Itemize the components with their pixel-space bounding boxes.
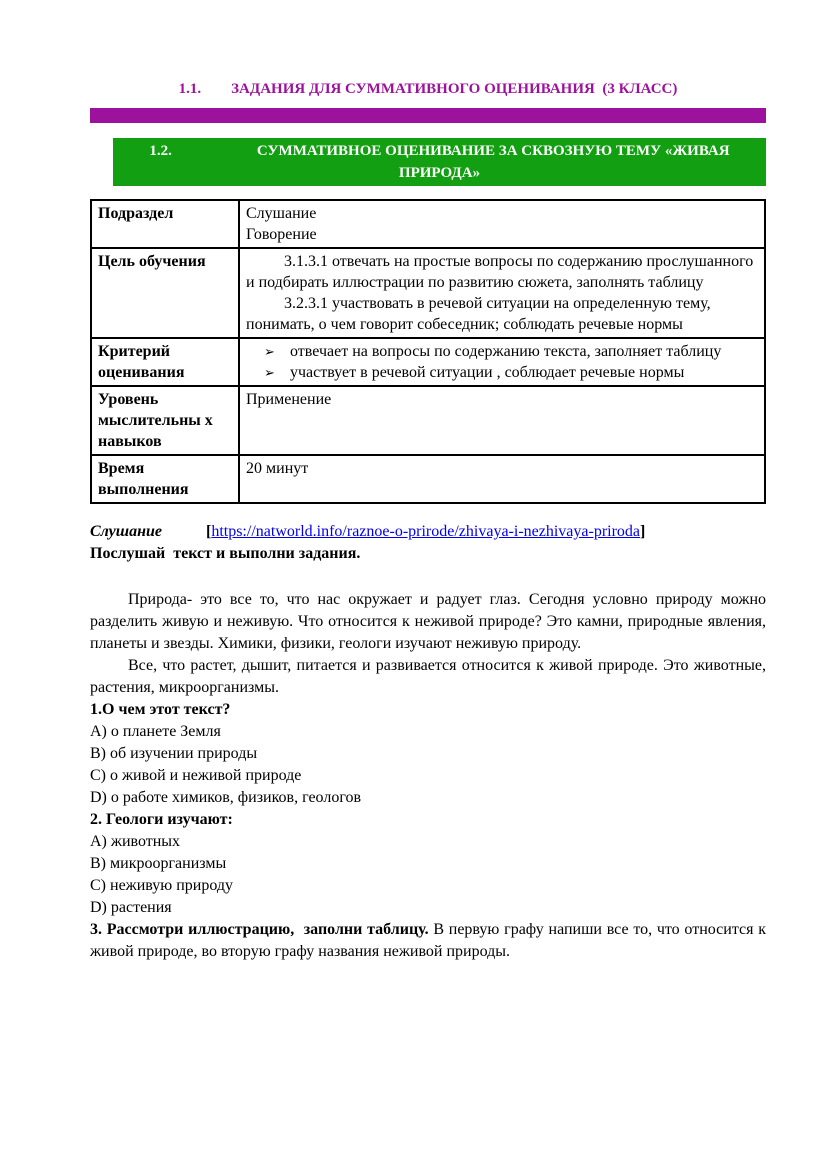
passage-paragraph-2: Все, что растет, дышит, питается и развивается относится к живой природе. Это животные, растения, микроорганизмы. xyxy=(90,657,766,696)
question-3-prompt-bold: 3. Рассмотри иллюстрацию, заполни таблицу. xyxy=(90,921,429,938)
row-label-criteria: Критерий оценивания xyxy=(91,338,239,386)
heading1-text: ЗАДАНИЯ ДЛЯ СУММАТИВНОГО ОЦЕНИВАНИЯ (3 КЛАСС) xyxy=(231,81,678,97)
question-2-option-d: D) растения xyxy=(90,899,172,916)
question-1-option-c: C) о живой и неживой природе xyxy=(90,767,302,784)
heading1-number: 1.1. xyxy=(178,81,202,97)
arrow-bullet-icon: ➢ xyxy=(264,365,275,380)
learning-goal-paragraph-2: 3.2.3.1 участвовать в речевой ситуации на определенную тему, понимать, о чем говорит собеседник; соблюдать речевые нормы xyxy=(246,295,711,333)
question-2-option-a: А) животных xyxy=(90,833,181,850)
passage-paragraph-1: Природа- это все то, что нас окружает и радует глаз. Сегодня условно природу можно разделить живую и неживую. Что относится к неживой природе? Это камни, природные явления, планеты и звезды. Химики, физики, геологи изучают неживую природу. xyxy=(90,591,766,652)
question-2-option-b: B) микроорганизмы xyxy=(90,855,227,872)
table-row-criteria xyxy=(91,338,765,386)
bracket-open: [ xyxy=(205,523,212,540)
listening-instruction: Послушай текст и выполни задания. xyxy=(90,545,361,562)
row-label-podrazdel: Подраздел xyxy=(91,200,239,248)
criteria-bullet-2-text: участвует в речевой ситуации , соблюдает речевые нормы xyxy=(290,364,685,381)
bracket-close: ] xyxy=(640,523,646,540)
question-1-option-d: D) о работе химиков, физиков, геологов xyxy=(90,789,362,806)
question-1-option-b: B) об изучении природы xyxy=(90,745,258,762)
row-label-thinking-level: Уровень мыслительны х навыков xyxy=(91,386,239,455)
podrazdel-line-2: Говорение xyxy=(246,226,317,243)
question-2-prompt: 2. Геологи изучают: xyxy=(90,811,233,828)
banner-number: 1.2. xyxy=(149,143,172,159)
criteria-bullet-1 xyxy=(246,341,758,362)
purple-divider-bar xyxy=(90,108,766,123)
question-3-prompt-rest: В первую графу напиши все то, что относится к живой природе, во вторую графу названия неживой природы. xyxy=(90,921,767,960)
row-value-learning-goal xyxy=(239,248,765,338)
row-label-learning-goal: Цель обучения xyxy=(91,248,239,338)
banner-text-line1: СУММАТИВНОЕ ОЦЕНИВАНИЕ ЗА СКВОЗНУЮ ТЕМУ «ЖИВАЯ xyxy=(256,143,730,159)
table-row-thinking-level xyxy=(91,386,765,455)
listening-label: Слушание xyxy=(90,523,162,540)
table-row-time xyxy=(91,455,765,503)
row-value-podrazdel xyxy=(239,200,765,248)
question-3-prompt xyxy=(90,919,766,963)
row-value-criteria xyxy=(239,338,765,386)
banner-text-line2: ПРИРОДА» xyxy=(398,165,481,181)
arrow-bullet-icon: ➢ xyxy=(264,344,275,359)
question-1-prompt: 1.О чем этот текст? xyxy=(90,701,231,718)
section-banner xyxy=(113,138,766,186)
row-label-time: Время выполнения xyxy=(91,455,239,503)
question-1-option-a: А) о планете Земля xyxy=(90,723,221,740)
table-row-learning-goal xyxy=(91,248,765,338)
section-heading-1 xyxy=(90,78,766,100)
assessment-info-table xyxy=(90,199,766,504)
banner-line-1 xyxy=(117,140,762,162)
row-value-time: 20 минут xyxy=(239,455,765,503)
listening-source-line xyxy=(90,521,766,543)
row-value-thinking-level: Применение xyxy=(239,386,765,455)
podrazdel-line-1: Слушание xyxy=(246,205,317,222)
criteria-bullet-1-text: отвечает на вопросы по содержанию текста, заполняет таблицу xyxy=(290,343,722,360)
learning-goal-paragraph-1: 3.1.3.1 отвечать на простые вопросы по содержанию прослушанного и подбирать иллюстрации по развитию сюжета, заполнять таблицу xyxy=(246,253,754,291)
table-row-podrazdel xyxy=(91,200,765,248)
audio-source-link[interactable]: https://natworld.info/raznoe-o-prirode/zhivaya-i-nezhivaya-priroda xyxy=(211,523,641,540)
question-2-option-c: C) неживую природу xyxy=(90,877,234,894)
criteria-bullet-2 xyxy=(246,362,758,383)
